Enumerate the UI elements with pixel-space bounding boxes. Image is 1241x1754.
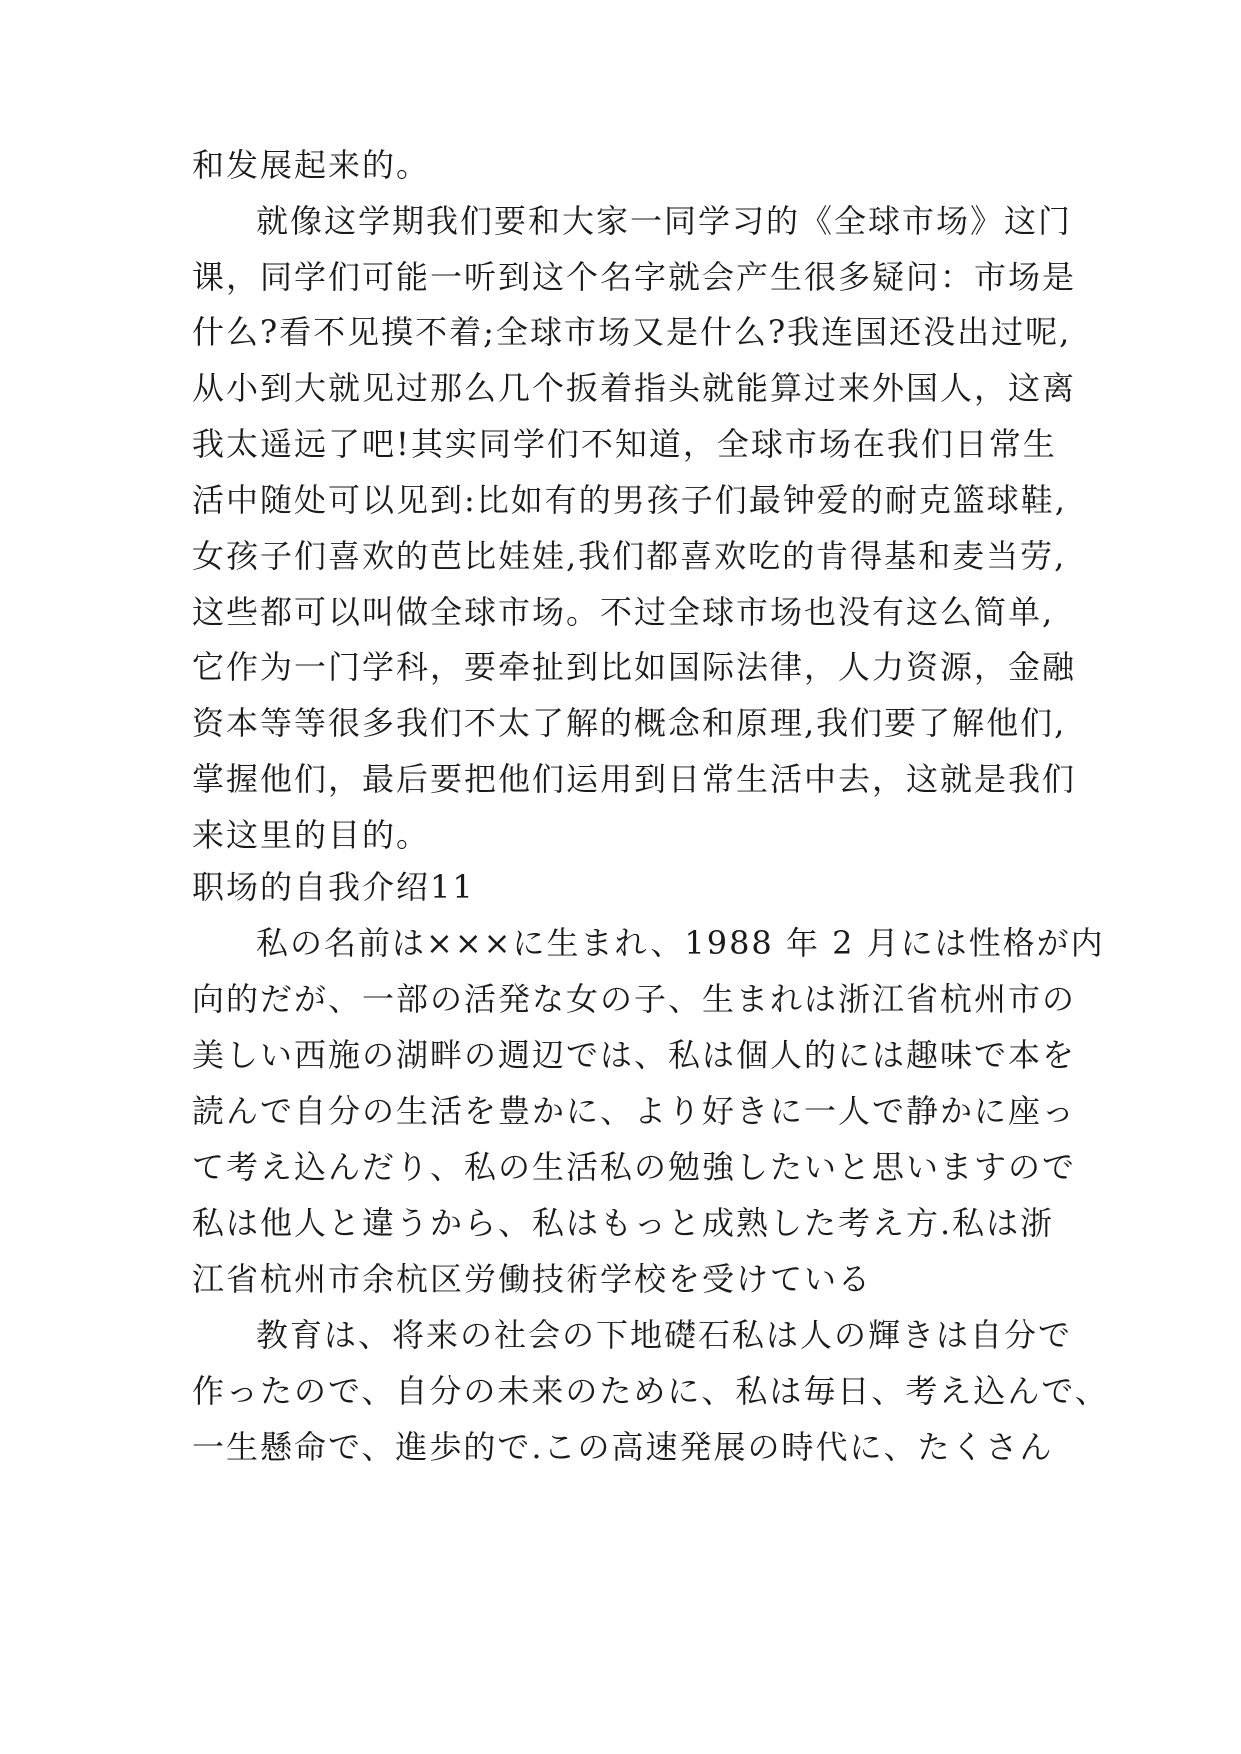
text-line: 这些都可以叫做全球市场。不过全球市场也没有这么简单,	[192, 593, 1055, 631]
section-heading: 职场的自我介绍11	[192, 868, 475, 906]
text-line: 江省杭州市余杭区労働技術学校を受けている	[192, 1260, 873, 1298]
text-line: 课，同学们可能一听到这个名字就会产生很多疑问：市场是	[192, 258, 1077, 296]
text-line: 从小到大就见过那么几个扳着指头就能算过来外国人，这离	[192, 369, 1077, 407]
paragraph-start: 教育は、将来の社会の下地礎石私は人の輝きは自分で	[256, 1316, 1073, 1354]
text-line: 女孩子们喜欢的芭比娃娃,我们都喜欢吃的肯得基和麦当劳,	[192, 537, 1067, 575]
text-line: 它作为一门学科，要牵扯到比如国际法律，人力资源，金融	[192, 648, 1077, 686]
text-line: 読んで自分の生活を豊かに、より好きに一人で静かに座っ	[192, 1092, 1077, 1130]
text-line: 作ったので、自分の未来のために、私は毎日、考え込んで、	[192, 1372, 1109, 1410]
text-line: 向的だが、一部の活発な女の子、生まれは浙江省杭州市の	[192, 980, 1077, 1018]
text-line: 美しい西施の湖畔の週辺では、私は個人的には趣味で本を	[192, 1036, 1077, 1074]
paragraph-start: 私の名前は×××に生まれ、1988 年 2 月には性格が内	[256, 924, 1105, 962]
text-line: 来这里的目的。	[192, 816, 431, 854]
text-line: 和发展起来的。	[192, 146, 431, 184]
text-line: 私は他人と違うから、私はもっと成熟した考え方.私は浙	[192, 1204, 1055, 1242]
text-line: 什么?看不见摸不着;全球市场又是什么?我连国还没出过呢,	[192, 313, 1072, 351]
text-line: 活中随处可以见到:比如有的男孩子们最钟爱的耐克篮球鞋,	[192, 481, 1067, 519]
text-line: 一生懸命で、進歩的で.この高速発展の時代に、たくさん	[192, 1428, 1054, 1466]
text-line: 资本等等很多我们不太了解的概念和原理,我们要了解他们,	[192, 704, 1067, 742]
paragraph-start: 就像这学期我们要和大家一同学习的《全球市场》这门	[256, 202, 1073, 240]
text-line: 掌握他们，最后要把他们运用到日常生活中去，这就是我们	[192, 760, 1077, 798]
text-line: 我太遥远了吧!其实同学们不知道，全球市场在我们日常生	[192, 425, 1057, 463]
text-line: て考え込んだり、私の生活私の勉強したいと思いますので	[192, 1148, 1077, 1186]
